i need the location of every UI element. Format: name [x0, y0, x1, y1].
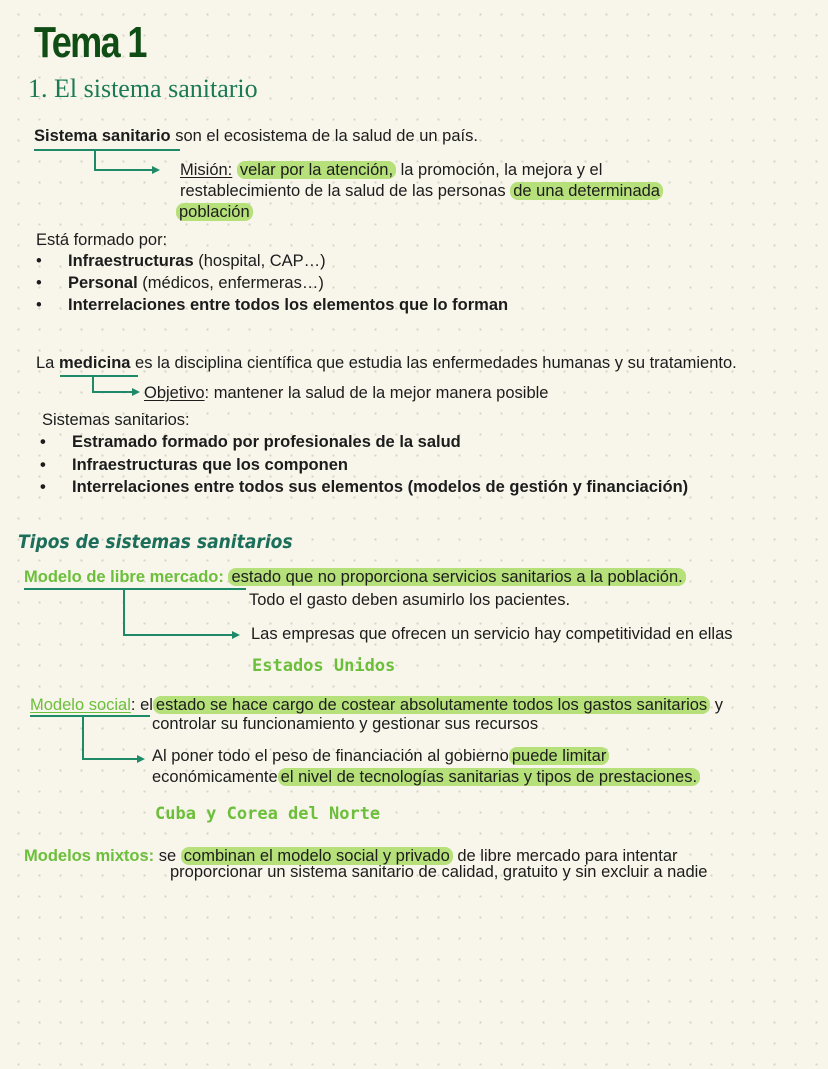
highlight-determinada: de una determinada: [510, 182, 663, 200]
list-item-bold: Personal: [68, 274, 138, 292]
highlight-mixtos: combinan el modelo social y privado: [181, 847, 453, 865]
mission-label: Misión:: [180, 161, 233, 179]
connector-vertical: [92, 375, 94, 392]
label-libre-mercado: Modelo de libre mercado:: [24, 568, 224, 586]
term-underline: [24, 588, 246, 590]
mission-line-2: [180, 181, 663, 201]
colon: :: [130, 696, 136, 714]
mission-text: la promoción, la mejora y el: [396, 161, 603, 179]
mixed-post: de libre mercado para intentar: [452, 847, 678, 865]
example-estados-unidos: Estados Unidos: [252, 656, 396, 676]
label-modelos-mixtos: Modelos mixtos:: [24, 847, 155, 865]
term-underline: [34, 149, 180, 151]
list-item: [68, 251, 326, 271]
page-title: Tema 1: [34, 18, 146, 67]
definition-text: son el ecosistema de la salud de un país.: [170, 127, 478, 145]
medicine-text: es la disciplina científica que estudia las enfermedades humanas y su tratamiento.: [130, 354, 737, 372]
arrow-right-icon: [152, 166, 160, 174]
term-medicina: medicina: [58, 354, 131, 372]
social-line-1: [30, 695, 723, 715]
highlight-social: estado se hace cargo de costear absolutamente todos los gastos sanitarios: [153, 696, 710, 714]
social-arrow-line-1: [152, 746, 609, 766]
mixed-line-2: proporcionar un sistema sanitario de calidad, gratuito y sin excluir a nadie: [170, 863, 708, 881]
list-item-rest: (médicos, enfermeras…): [137, 274, 324, 292]
arrow-right-icon: [132, 388, 140, 396]
objective-label: Objetivo: [144, 384, 205, 402]
connector-vertical: [94, 149, 96, 170]
social-arrow-line-2: [152, 767, 700, 787]
list-item-bold: Interrelaciones entre todos los elementos que lo forman: [68, 296, 509, 314]
list-item: • Infraestructuras que los componen: [72, 455, 348, 475]
list-item-bold: Infraestructuras: [68, 252, 194, 270]
list-item-rest: (hospital, CAP…): [193, 252, 326, 270]
medicine-definition: [36, 353, 737, 373]
mission-line-3: [176, 202, 253, 222]
systems-label: Sistemas sanitarios:: [42, 411, 190, 429]
social-arrow-text: Al poner todo el peso de financiación al gobierno: [152, 747, 509, 765]
arrow-right-icon: [137, 755, 145, 763]
connector-horizontal: [82, 758, 138, 760]
social-post: y: [710, 696, 724, 714]
highlight-poblacion: población: [176, 203, 253, 221]
definition-sistema-sanitario: [34, 126, 478, 146]
list-item: [68, 295, 508, 315]
highlight-libre-mercado: estado que no proporciona servicios sanitarios a la población.: [228, 568, 685, 586]
social-pre: el: [135, 696, 153, 714]
connector-horizontal: [123, 634, 233, 636]
objective-text: : mantener la salud de la mejor manera posible: [204, 384, 549, 402]
free-market-line-2: Todo el gasto deben asumirlo los pacientes.: [249, 591, 571, 609]
connector-horizontal: [92, 391, 134, 393]
section-heading-sistema-sanitario: 1. El sistema sanitario: [28, 74, 258, 103]
term-underline: [30, 715, 150, 717]
list-item: • Estramado formado por profesionales de la salud: [72, 432, 461, 452]
free-market-arrow-text: Las empresas que ofrecen un servicio hay competitividad en ellas: [251, 625, 733, 643]
term-sistema-sanitario: Sistema sanitario: [34, 127, 171, 145]
highlight-mission: velar por la atención,: [237, 161, 396, 179]
social-line-2: controlar su funcionamiento y gestionar sus recursos: [152, 715, 539, 733]
highlight-puede-limitar: puede limitar: [509, 747, 609, 765]
medicine-pre: La: [36, 354, 59, 372]
term-underline: [60, 375, 138, 377]
connector-horizontal: [94, 169, 154, 171]
list-item: • Interrelaciones entre todos sus elementos (modelos de gestión y financiación): [72, 477, 688, 497]
free-market-line-1: [24, 567, 686, 587]
objective-line: [144, 383, 548, 403]
label-modelo-social: Modelo social: [30, 696, 131, 714]
highlight-tecnologias: el nivel de tecnologías sanitarias y tipos de prestaciones.: [278, 768, 700, 786]
mission-text-2: restablecimiento de la salud de las personas: [180, 182, 506, 200]
formed-by-label: Está formado por:: [36, 231, 168, 249]
list-item: [68, 273, 324, 293]
mixed-pre: se: [154, 847, 177, 865]
connector-vertical: [123, 588, 125, 635]
connector-vertical: [82, 715, 84, 759]
section-heading-tipos: Tipos de sistemas sanitarios: [18, 531, 293, 553]
example-cuba-corea: Cuba y Corea del Norte: [155, 804, 381, 824]
arrow-right-icon: [232, 631, 240, 639]
social-arrow-text-2: económicamente: [152, 768, 278, 786]
mission-line-1: [180, 160, 602, 180]
